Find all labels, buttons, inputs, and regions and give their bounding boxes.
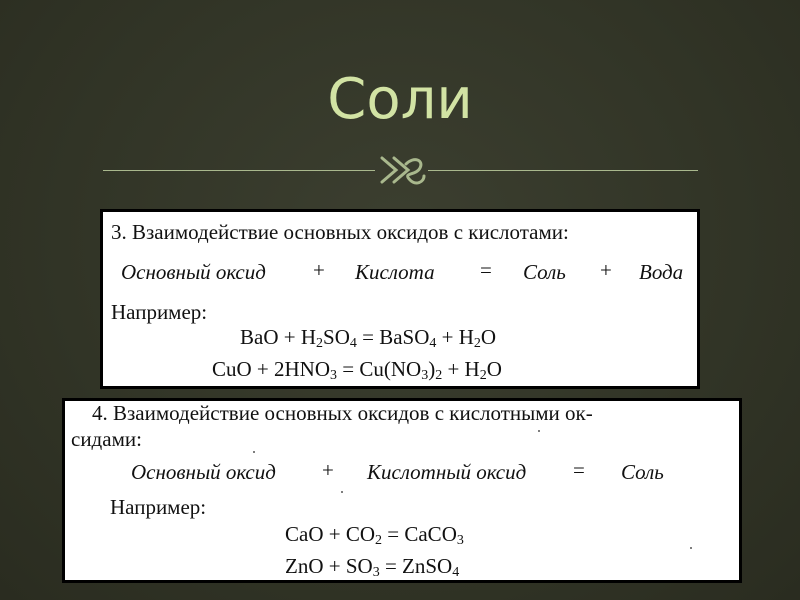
equation: CaO + $CO_2$ = CaCO$_3$ (285, 522, 464, 548)
scheme-operator: = (573, 458, 585, 482)
scheme-term: Кислотный оксид (367, 460, 527, 484)
reaction-card-basic-oxide-acidic-oxide (62, 398, 742, 583)
card-heading: 3. Взаимодействие основных оксидов с кислотами: (111, 220, 569, 244)
scheme-operator: + (600, 258, 612, 282)
equation: CuO + $2HNO_3 = Cu(NO_3)_2 + H_2O$ (212, 357, 502, 383)
scan-speck (253, 451, 255, 453)
title-divider-right (428, 170, 698, 171)
equation: ZnO + $SO_3$ = ZnSO$_4$ (285, 554, 460, 580)
scheme-term: Соль (523, 260, 566, 284)
scheme-term: Основный оксид (121, 260, 266, 284)
scan-speck (690, 547, 692, 549)
scheme-operator: + (322, 458, 334, 482)
scheme-term: Соль (621, 460, 664, 484)
scheme-operator: = (480, 258, 492, 282)
equation: BaO + $H_2SO_4$ = BaSO$_4$ + $H_2O$ (240, 325, 497, 351)
scheme-term: Вода (639, 260, 684, 284)
card-heading-continued: сидами: (71, 427, 142, 451)
example-label: Например: (110, 495, 207, 519)
decorative-flourish-icon (372, 150, 432, 190)
reaction-card-basic-oxide-acid (100, 209, 700, 389)
example-label: Например: (111, 300, 208, 324)
scan-speck (341, 491, 343, 493)
title-divider-left (103, 170, 375, 171)
scheme-term: Основный оксид (131, 460, 276, 484)
scan-speck (538, 430, 540, 432)
card-heading: 4. Взаимодействие основных оксидов с кислотными ок- (92, 401, 593, 425)
scheme-term: Кислота (355, 260, 435, 284)
scheme-operator: + (313, 258, 325, 282)
slide-title: Соли (327, 67, 473, 132)
